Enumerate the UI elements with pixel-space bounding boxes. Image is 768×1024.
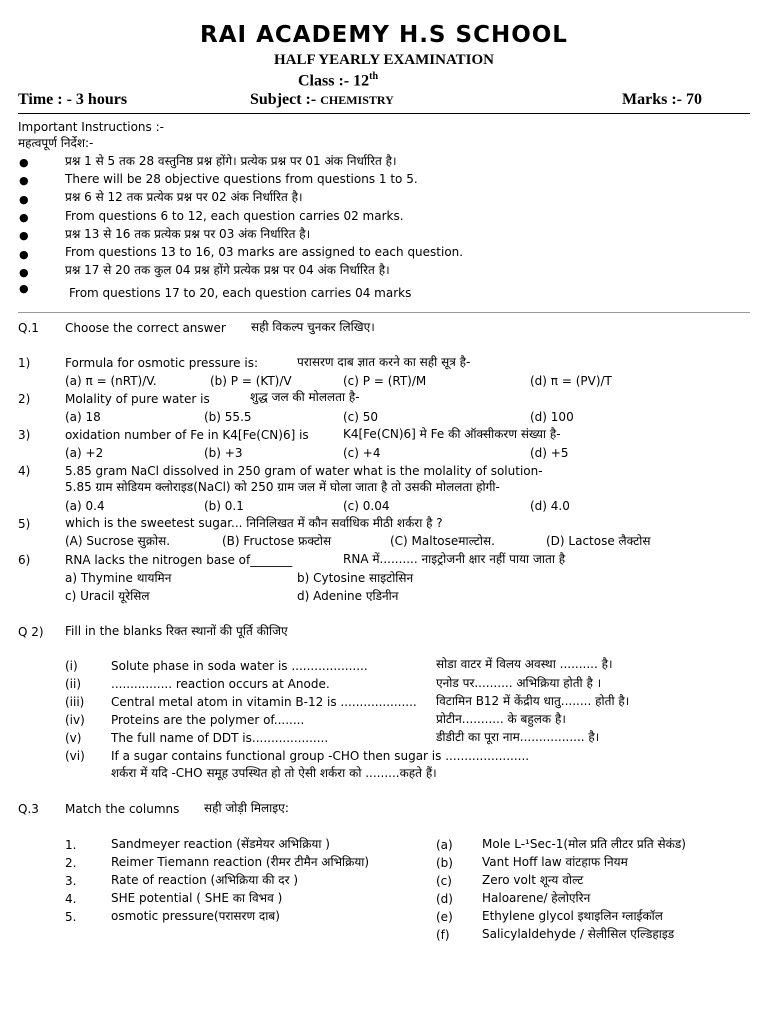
option: (c) 0.04 [343,499,390,513]
time-label: Time : - 3 hours [18,91,128,108]
option: (d) +5 [530,446,569,460]
bullet: ● [19,193,29,206]
bullet: ● [19,266,29,279]
class-label [298,71,378,90]
option: c) Uracil यूरेसिल [65,589,150,603]
match-right-letter: (e) [436,910,453,924]
exam-title: HALF YEARLY EXAMINATION [273,52,495,68]
match-left-item: Rate of reaction (अभिक्रिया की दर ) [111,873,299,887]
question-number: 6) [18,553,31,567]
option: (B) Fructose फ्रक्टोस [222,534,332,548]
option: (a) 0.4 [65,499,105,513]
match-left-item: Sandmeyer reaction (सेंडमेयर अभिक्रिया ) [111,837,330,851]
subject-value: CHEMISTRY [320,93,394,107]
option: (A) Sucrose सुक्रोस. [65,534,171,548]
option: (b) P = (KT)/V [210,374,292,388]
question-number: 1) [18,356,31,370]
question-number: 4) [18,464,31,478]
question-number: 2) [18,392,31,406]
instructions-title-hi: महत्वपूर्ण निर्देश:- [18,136,94,150]
match-right-letter: (d) [436,892,453,906]
option: (c) 50 [343,410,379,424]
match-left-item: Reimer Tiemann reaction (रीमर टीमैन अभिक्रिया) [111,855,370,869]
question-text-en: which is the sweetest sugar... निनिलिखत में कौन सर्वाधिक मीठी शर्करा है ? [65,516,443,530]
q1-number: Q.1 [18,321,39,335]
match-left-number: 1. [65,838,77,852]
match-left-number: 5. [65,910,77,924]
question-text-en: RNA lacks the nitrogen base of_______ [65,553,293,567]
option: (C) Maltoseमाल्टोस. [390,534,495,548]
blank-text-en: ................ reaction occurs at Anode. [111,677,330,691]
class-suffix: th [369,71,379,82]
question-text-en: oxidation number of Fe in K4[Fe(CN)6] is [65,428,309,442]
question-text-hi: K4[Fe(CN)6] मे Fe की ऑक्सीकरण संख्या है- [343,427,561,441]
question-text-hi: RNA में.......... नाइट्रोजनी क्षार नहीं पाया जाता है [343,552,566,566]
match-left-item: osmotic pressure(परासरण दाब) [111,909,280,923]
option: (a) +2 [65,446,104,460]
instruction-item: प्रश्न 13 से 16 तक प्रत्येक प्रश्न पर 03 अंक निर्धारित है। [65,227,311,241]
match-right-letter: (a) [436,838,453,852]
blank-text-hi: एनोड पर.......... अभिक्रिया होती है । [436,676,602,690]
blank-text-hi: डीडीटी का पूरा नाम................. है। [436,730,600,744]
option: (b) +3 [204,446,243,460]
blank-text-hi: विटामिन B12 में केंद्रीय धातु........ होती है। [436,694,630,708]
blank-number: (vi) [65,749,85,763]
bullet: ● [19,174,29,187]
match-right-item: Vant Hoff law वांटहाफ नियम [482,855,628,869]
option: (D) Lactose लैक्टोस [546,534,651,548]
option: (b) 55.5 [204,410,252,424]
q1-title-en: Choose the correct answer [65,321,226,335]
q3-title-hi: सही जोड़ी मिलाइए: [204,801,289,815]
instruction-item: There will be 28 objective questions from questions 1 to 5. [65,172,418,186]
instruction-item: From questions 13 to 16, 03 marks are assigned to each question. [65,245,464,259]
blank-number: (iv) [65,713,85,727]
q3-title-en: Match the columns [65,802,180,816]
blank-text-hi: प्रोटीन........... के बहुलक है। [436,712,566,726]
option: (d) 100 [530,410,574,424]
blank-text-en: The full name of DDT is.................... [111,731,329,745]
option: (d) 4.0 [530,499,570,513]
bullet: ● [19,282,29,295]
q2-title: Fill in the blanks रिक्त स्थानों की पूर्ति कीजिए [65,624,288,638]
blank-text-hi: शर्करा में यदि -CHO समूह उपस्थित हो तो ऐसी शर्करा को .........कहते हैं। [111,766,437,780]
class-text: Class :- 12 [298,72,370,90]
blank-number: (i) [65,659,78,673]
match-right-item: Mole L-¹Sec-1(मोल प्रति लीटर प्रति सेकंड) [482,837,686,851]
blank-text-en: Solute phase in soda water is .................... [111,659,368,673]
option: (c) +4 [343,446,381,460]
question-text-en: Formula for osmotic pressure is: [65,356,259,370]
option: (a) π = (nRT)/V. [65,374,157,388]
instruction-item: From questions 17 to 20, each question carries 04 marks [69,286,412,300]
bullet: ● [19,248,29,261]
instruction-item: From questions 6 to 12, each question carries 02 marks. [65,209,404,223]
question-number: 3) [18,428,31,442]
blank-text-en: If a sugar contains functional group -CHO then sugar is ...................... [111,749,530,763]
match-left-number: 3. [65,874,77,888]
q3-number: Q.3 [18,802,39,816]
option: (a) 18 [65,410,101,424]
subject-prefix: Subject :- [250,91,317,108]
question-number: 5) [18,517,31,531]
match-right-letter: (c) [436,874,452,888]
school-name: RAI ACADEMY H.S SCHOOL [200,22,568,48]
header-rule [18,113,750,114]
match-right-item: Ethylene glycol इथाइलिन ग्लाईकॉल [482,909,663,923]
q1-title-hi: सही विकल्प चुनकर लिखिए। [251,320,375,334]
option: a) Thymine थायमिन [65,571,172,585]
blank-number: (v) [65,731,82,745]
option: (c) P = (RT)/M [343,374,427,388]
instruction-item: प्रश्न 17 से 20 तक कुल 04 प्रश्न होंगे प्रत्येक प्रश्न पर 04 अंक निर्धारित है। [65,263,390,277]
question-text-hi: परासरण दाब ज्ञात करने का सही सूत्र है- [297,355,471,369]
subject-label [250,91,394,109]
blank-number: (ii) [65,677,82,691]
match-right-letter: (b) [436,856,453,870]
option: d) Adenine एडिनीन [297,589,399,603]
question-text-en: Molality of pure water is [65,392,210,406]
match-right-item: Zero volt शून्य वोल्ट [482,873,584,887]
option: b) Cytosine साइटोसिन [297,571,414,585]
blank-text-en: Central metal atom in vitamin B-12 is .................... [111,695,417,709]
match-left-item: SHE potential ( SHE का विभव ) [111,891,283,905]
match-right-letter: (f) [436,928,450,942]
marks-label: Marks :- 70 [622,91,702,108]
instruction-item: प्रश्न 1 से 5 तक 28 वस्तुनिष्ठ प्रश्न होंगे। प्रत्येक प्रश्न पर 01 अंक निर्धारित है। [65,154,397,168]
instructions-title-en: Important Instructions :- [18,120,164,134]
match-right-item: Salicylaldehyde / सेलीसिल एल्डिहाइड [482,927,675,941]
match-left-number: 4. [65,892,77,906]
bullet: ● [19,229,29,242]
blank-text-en: Proteins are the polymer of........ [111,713,305,727]
match-right-item: Haloarene/ हेलोएरिन [482,891,591,905]
q2-number: Q 2) [18,625,44,639]
instruction-item: प्रश्न 6 से 12 तक प्रत्येक प्रश्न पर 02 अंक निर्धारित है। [65,190,303,204]
blank-number: (iii) [65,695,85,709]
bullet: ● [19,211,29,224]
match-left-number: 2. [65,856,77,870]
section-rule [18,312,750,313]
question-text-hi: 5.85 ग्राम सोडियम क्लोराइड(NaCl) को 250 ग्राम जल में घोला जाता है तो उसकी मोललता होगी- [65,480,500,494]
blank-text-hi: सोडा वाटर में विलय अवस्था .......... है। [436,657,613,671]
option: (d) π = (PV)/T [530,374,612,388]
question-text-en: 5.85 gram NaCl dissolved in 250 gram of water what is the molality of solution- [65,464,543,478]
question-text-hi: शुद्ध जल की मोललता है- [250,390,360,404]
option: (b) 0.1 [204,499,244,513]
bullet: ● [19,156,29,169]
